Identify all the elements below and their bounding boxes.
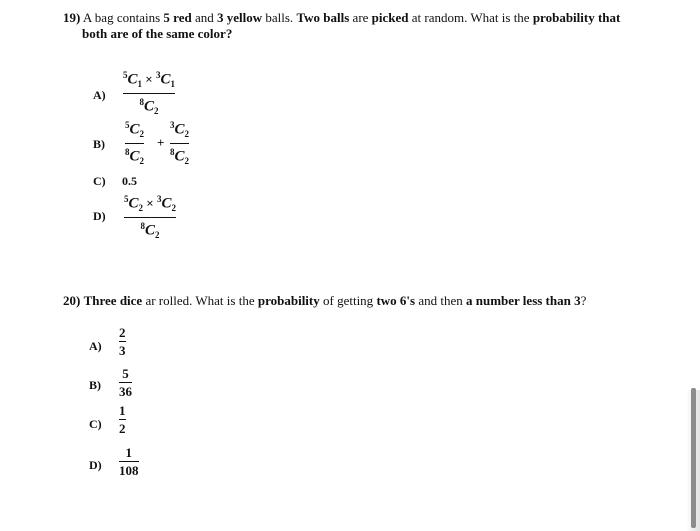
q19-text-12: both are of the same color? bbox=[82, 26, 233, 41]
question-number: 19) bbox=[63, 10, 81, 25]
q19-option-a-label: A) bbox=[93, 88, 106, 102]
q19-text-10: probability bbox=[532, 10, 595, 25]
fraction-numerator: $^5C_1 \times ^3C_1$ bbox=[123, 70, 175, 89]
question-number: 20) bbox=[63, 293, 81, 308]
fraction-bar bbox=[123, 93, 175, 94]
q19-text-8: picked bbox=[371, 10, 409, 25]
q19-option-a-fraction bbox=[123, 68, 175, 119]
q20-text-8: ? bbox=[580, 293, 587, 308]
q19-text-6: Two balls bbox=[296, 10, 350, 25]
q19-option-c-value: 0.5 bbox=[122, 174, 137, 188]
q19-option-c-label: C) bbox=[93, 174, 106, 188]
q20-option-b-label: B) bbox=[89, 378, 101, 392]
q19-text-2: 5 red bbox=[163, 10, 192, 25]
q19-option-b-fraction-2: $^3C_2$ $^8C_2$ bbox=[170, 120, 190, 166]
q20-option-d-fraction: 1 108 bbox=[119, 445, 139, 478]
q19-text-5: balls. bbox=[265, 10, 294, 25]
q20-text-3: probability bbox=[257, 293, 320, 308]
q20-option-c-label: C) bbox=[89, 417, 102, 431]
q20-option-a-label: A) bbox=[89, 339, 102, 353]
q19-text-4: 3 yellow bbox=[216, 10, 263, 25]
q20-text-1: Three dice bbox=[83, 293, 143, 308]
q19-text-7: are bbox=[352, 10, 369, 25]
scrollbar-thumb[interactable] bbox=[691, 388, 696, 528]
q20-text-7: a number less than 3 bbox=[465, 293, 581, 308]
q20-text-2: ar rolled. What is the bbox=[145, 293, 255, 308]
q20-option-b-fraction: 5 36 bbox=[119, 366, 132, 399]
q19-option-b-label: B) bbox=[93, 137, 105, 151]
question-20-text bbox=[63, 293, 673, 309]
q19-option-d-label: D) bbox=[93, 209, 106, 223]
q20-text-4: of getting bbox=[323, 293, 374, 308]
q20-option-a-fraction: 2 3 bbox=[119, 325, 126, 358]
q20-option-c-fraction: 1 2 bbox=[119, 403, 126, 436]
q19-text-11: that bbox=[597, 10, 621, 25]
q19-text-3: and bbox=[194, 10, 214, 25]
q19-option-d-fraction: $^5C_2 \times ^3C_2$ $^8C_2$ bbox=[124, 194, 176, 240]
q19-option-b-fraction-1: $^5C_2$ $^8C_2$ bbox=[125, 120, 145, 166]
q19-text-9: at random. What is the bbox=[411, 10, 530, 25]
fraction-denominator: $^8C_2$ bbox=[139, 96, 159, 116]
q20-text-6: and then bbox=[418, 293, 463, 308]
q20-text-5: two 6's bbox=[376, 293, 416, 308]
q19-text-1: A bag contains bbox=[82, 10, 161, 25]
q20-option-d-label: D) bbox=[89, 458, 102, 472]
plus-sign: + bbox=[157, 135, 165, 150]
question-19-text bbox=[63, 10, 673, 42]
